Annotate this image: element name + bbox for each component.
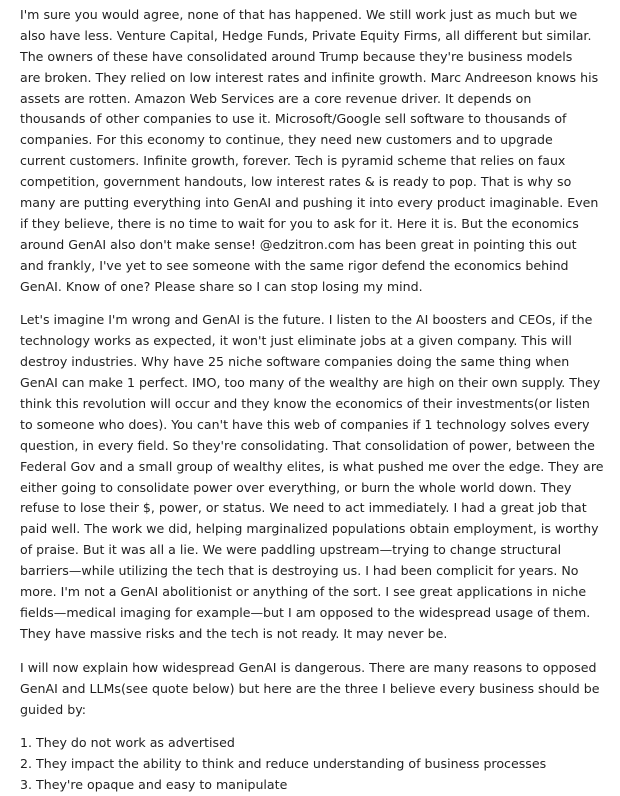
text-line: Federal Gov and a small group of wealthy elites, is what pushed me over the edge. They are — [20, 458, 604, 474]
paragraph-2 — [20, 310, 620, 644]
text-line: are broken. They relied on low interest rates and infinite growth. Marc Andreeson knows his — [20, 69, 599, 85]
numbered-list — [20, 733, 620, 796]
text-line: GenAI and LLMs(see quote below) but here are the three I believe every business should be — [20, 680, 600, 696]
text-line: fields—medical imaging for example—but I am opposed to the widespread usage of them. — [20, 604, 591, 620]
text-line: paid well. The work we did, helping marginalized populations obtain employment, is worthy — [20, 521, 599, 537]
text-line: I will now explain how widespread GenAI is dangerous. There are many reasons to opposed — [20, 659, 597, 675]
text-line: The owners of these have consolidated around Trump because they're business models — [20, 48, 573, 64]
text-line: to someone who does). You can't have this web of companies if 1 technology solves every — [20, 416, 590, 432]
paragraph-spacer — [20, 720, 620, 733]
paragraph-3 — [20, 658, 620, 721]
list-item: 1. They do not work as advertised — [20, 735, 235, 751]
paragraph-spacer — [20, 297, 620, 310]
text-line: current customers. Infinite growth, forever. Tech is pyramid scheme that relies on faux — [20, 153, 566, 169]
text-line: companies. For this economy to continue, they need new customers and to upgrade — [20, 132, 553, 148]
text-line: of praise. But it was all a lie. We were paddling upstream—trying to change structural — [20, 542, 562, 558]
text-line: also have less. Venture Capital, Hedge Funds, Private Equity Firms, all different but similar. — [20, 27, 592, 43]
text-line: They have massive risks and the tech is not ready. It may never be. — [20, 625, 448, 641]
text-line: I'm sure you would agree, none of that has happened. We still work just as much but we — [20, 7, 578, 22]
paragraph-1 — [20, 5, 620, 297]
text-line: assets are rotten. Amazon Web Services are a core revenue driver. It depends on — [20, 90, 532, 106]
text-line: around GenAI also don't make sense! @edzitron.com has been great in pointing this out — [20, 236, 577, 252]
text-line: destroy industries. Why have 25 niche software companies doing the same thing when — [20, 354, 570, 370]
text-line: GenAI. Know of one? Please share so I can stop losing my mind. — [20, 278, 423, 294]
list-item: 2. They impact the ability to think and reduce understanding of business processes — [20, 756, 547, 772]
text-line: think this revolution will occur and they know the economics of their investments(or listen — [20, 396, 590, 412]
text-line: if they believe, there is no time to wait for you to ask for it. Here it is. But the economics — [20, 215, 579, 231]
text-line: either going to consolidate power over everything, or burn the whole world down. They — [20, 479, 572, 495]
text-line: question, in every field. So they're consolidating. That consolidation of power, between the — [20, 437, 595, 453]
text-line: many are putting everything into GenAI and pushing it into every product imaginable. Even — [20, 195, 599, 211]
text-line: Let's imagine I'm wrong and GenAI is the future. I listen to the AI boosters and CEOs, if the — [20, 312, 593, 328]
text-line: GenAI can make 1 perfect. IMO, too many of the wealthy are high on their own supply. They — [20, 375, 601, 391]
text-line: thousands of other companies to use it. Microsoft/Google sell software to thousands of — [20, 111, 567, 127]
text-line: barriers—while utilizing the tech that is destroying us. I had been complicit for years. No — [20, 563, 579, 579]
list-item: 3. They're opaque and easy to manipulate — [20, 777, 288, 793]
text-line: more. I'm not a GenAI abolitionist or anything of the sort. I see great applications in niche — [20, 584, 587, 600]
text-line: competition, government handouts, low interest rates & is ready to pop. That is why so — [20, 174, 572, 190]
text-line: technology works as expected, it won't just eliminate jobs at a given company. This will — [20, 333, 572, 349]
text-line: guided by: — [20, 701, 86, 717]
text-line: and frankly, I've yet to see someone with the same rigor defend the economics behind — [20, 257, 569, 273]
text-line: refuse to lose their $, power, or status. We need to act immediately. I had a great job that — [20, 500, 587, 516]
paragraph-spacer — [20, 645, 620, 658]
